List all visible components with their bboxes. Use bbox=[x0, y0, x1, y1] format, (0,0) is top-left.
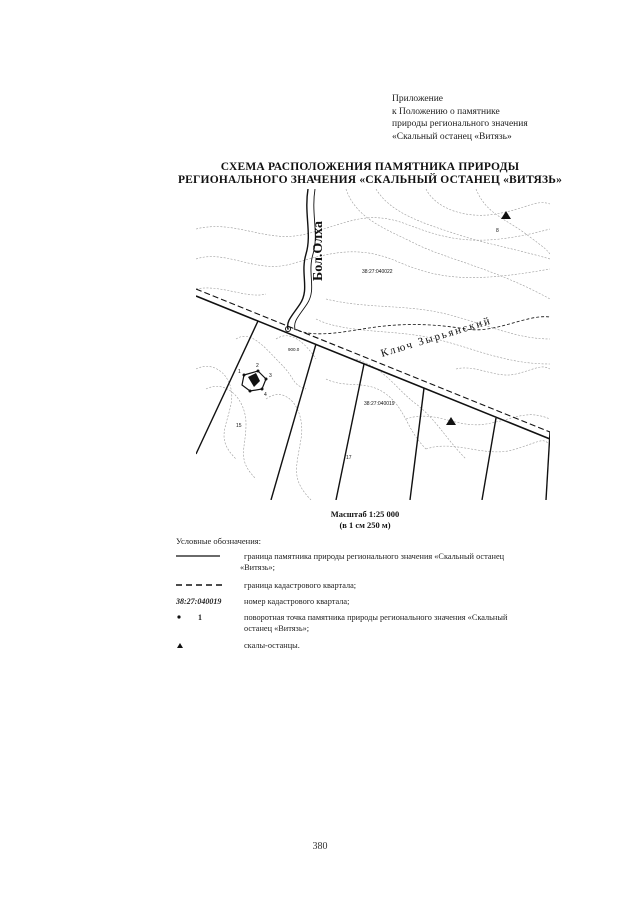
boundary-line-main bbox=[196, 296, 550, 439]
rock-icon bbox=[446, 417, 456, 425]
quarter-boundary-line bbox=[196, 289, 550, 432]
point-label-4: 4 bbox=[264, 392, 267, 398]
map-number-17: 17 bbox=[346, 455, 352, 461]
map-number-15: 15 bbox=[236, 423, 242, 429]
legend-title: Условные обозначения: bbox=[176, 536, 262, 546]
solid-line-icon bbox=[176, 551, 236, 562]
scale-line-1: Масштаб 1:25 000 bbox=[330, 509, 400, 519]
creek-label: Ключ Зырьянский bbox=[379, 314, 494, 360]
title-line-1: СХЕМА РАСПОЛОЖЕНИЯ ПАМЯТНИКА ПРИРОДЫ bbox=[220, 161, 520, 173]
legend-item-text: поворотная точка памятника природы регионального значения «Скальный bbox=[244, 613, 508, 622]
document-title bbox=[150, 161, 590, 187]
dot-icon bbox=[176, 612, 184, 623]
river-label: Бол.Олха bbox=[311, 221, 326, 281]
point-value-label: 900.0 bbox=[288, 347, 300, 352]
map-canvas bbox=[196, 189, 550, 500]
map-number-8: 8 bbox=[496, 228, 499, 234]
appendix-line-1: Приложение bbox=[392, 94, 443, 104]
rock-icon bbox=[176, 640, 186, 651]
legend-item-text: граница кадастрового квартала; bbox=[244, 581, 357, 590]
scheme-map bbox=[196, 189, 550, 500]
legend-item-text-continued: останец «Витязь»; bbox=[244, 624, 310, 633]
dashed-line-icon bbox=[176, 580, 236, 591]
point-label-1: 1 bbox=[238, 369, 241, 375]
contour-lines bbox=[196, 189, 550, 500]
river-line bbox=[288, 189, 309, 329]
point-number-sample: 1 bbox=[198, 613, 202, 622]
quarter-label-2: 38:27:040019 bbox=[364, 401, 395, 407]
title-line-2: РЕГИОНАЛЬНОГО ЗНАЧЕНИЯ «СКАЛЬНЫЙ ОСТАНЕЦ «ВИТЯЗЬ» bbox=[177, 174, 563, 186]
appendix-line-3: природы регионального значения bbox=[392, 119, 528, 129]
map-scale bbox=[300, 509, 430, 531]
appendix-note bbox=[392, 93, 632, 143]
legend-item-text-continued: «Витязь»; bbox=[240, 563, 275, 572]
page-number: 380 bbox=[312, 841, 328, 852]
quarter-label-1: 38:27:040022 bbox=[362, 269, 393, 275]
point-label-2: 2 bbox=[256, 363, 259, 369]
legend-item-text: граница памятника природы регионального значения «Скальный останец bbox=[244, 552, 505, 561]
legend-item-text: номер кадастрового квартала; bbox=[244, 597, 350, 606]
rock-icon bbox=[501, 211, 511, 219]
scale-line-2: (в 1 см 250 м) bbox=[339, 520, 391, 530]
point-label-3: 3 bbox=[269, 373, 272, 379]
monument-area bbox=[242, 370, 268, 393]
appendix-line-2: к Положению о памятнике bbox=[392, 106, 500, 117]
quarter-number-sample: 38:27:040019 bbox=[176, 597, 222, 606]
legend-item-text: скалы-останцы. bbox=[244, 641, 300, 650]
appendix-line-4: «Скальный останец «Витязь» bbox=[392, 131, 512, 142]
